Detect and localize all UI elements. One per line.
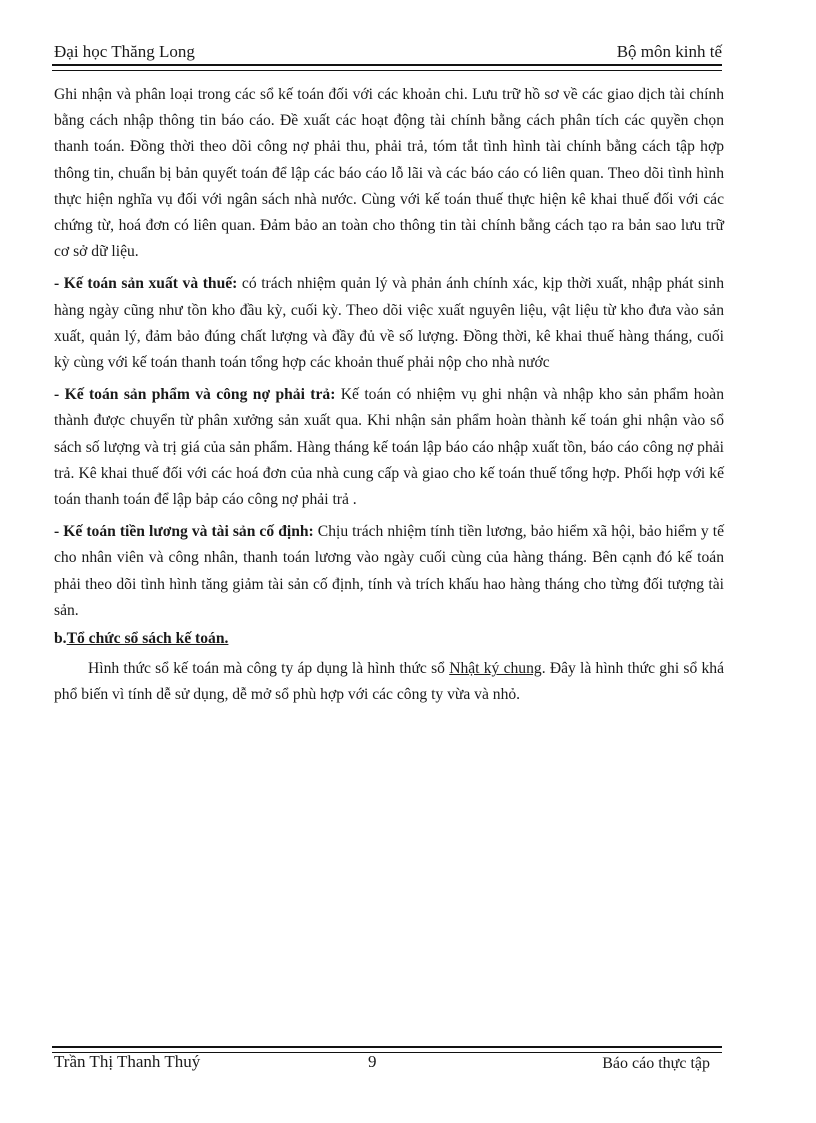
section-heading-prefix: b.	[54, 630, 67, 648]
page-number: 9	[368, 1052, 377, 1071]
footer-author: Trần Thị Thanh Thuý	[54, 1052, 201, 1071]
paragraph-production-tax	[54, 271, 724, 376]
paragraph-products-payables-text: Kế toán có nhiệm vụ ghi nhận và nhập kho sản phẩm hoàn thành được chuyển từ phân xưởng sản xuất qua. Khi nhận sản phẩm hoàn thành kế toán ghi nhận vào sổ sách số lượng và trị giá của sản phẩm. Hàng tháng kế toán lập báo cáo nhập xuất tồn, báo cáo công nợ phải trả. Kê khai thuế đối với các hoá đơn của nhà cung cấp và giao cho kế toán thuế tổng hợp. Phối hợp với kế toán thanh toán để lập bảp cáo công nợ phải trả .	[54, 386, 725, 509]
paragraph-production-tax-text: có trách nhiệm quản lý và phản ánh chính xác, kịp thời xuất, nhập phát sinh hàng ngày cũng như tồn kho đầu kỳ, cuối kỳ. Theo dõi việc xuất nguyên liệu, vật liệu từ kho đưa vào sản xuất, quản lý, đảm bảo đúng chất lượng và đầy đủ về số lượng. Đồng thời, kê khai thuế hàng tháng, cuối kỳ cùng với kế toán thanh toán tổng hợp các khoản thuế phải nộp cho nhà nước	[54, 275, 725, 372]
paragraph-production-tax-label: - Kế toán sản xuất và thuế:	[54, 275, 238, 293]
paragraph-salary-assets-text: Chịu trách nhiệm tính tiền lương, bảo hiểm xã hội, bảo hiểm y tế cho nhân viên và công nhân, thanh toán lương vào ngày cuối cùng của hàng tháng. Bên cạnh đó kế toán phải theo dõi tình hình tăng giảm tài sản cố định, tính và trích khấu hao hàng tháng cho từng đối tượng tài sản.	[54, 523, 724, 619]
section-heading	[54, 626, 724, 652]
page-footer	[52, 1050, 722, 1076]
paragraph-salary-assets	[54, 519, 724, 624]
footer-report-title: Báo cáo thực tập	[602, 1055, 710, 1072]
header-university: Đại học Thăng Long	[54, 42, 195, 61]
paragraph-bookkeeping	[54, 656, 724, 708]
page-header	[52, 38, 722, 66]
header-department: Bộ môn kinh tế	[616, 42, 722, 61]
document-body	[54, 82, 724, 715]
paragraph-bookkeeping-after: . Đây là hình thức ghi sổ khá phổ biến vì tính dễ sử dụng, dễ mở sổ phù hợp với các công ty vừa và nhỏ.	[54, 660, 725, 704]
paragraph-salary-assets-label: - Kế toán tiền lương và tài sản cố định:	[54, 523, 314, 541]
paragraph-products-payables	[54, 382, 724, 513]
section-heading-title: Tổ chức sổ sách kế toán.	[66, 630, 229, 648]
header-rule	[52, 64, 722, 71]
journal-term: Nhật ký chung	[449, 660, 542, 678]
paragraph-1: Ghi nhận và phân loại trong các sổ kế toán đối với các khoản chi. Lưu trữ hồ sơ về các giao dịch tài chính bằng cách nhập thông tin báo cáo. Đề xuất các hoạt động tài chính bằng cách phân tích các quyền chọn thanh toán. Đồng thời theo dõi công nợ phải thu, phải trả, tóm tắt tình hình tài chính bằng cách tập hợp thông tin, chuẩn bị bản quyết toán để lập các báo cáo lỗ lãi và các báo cáo có liên quan. Theo dõi tình hình thực hiện nghĩa vụ đối với ngân sách nhà nước. Cùng với kế toán thuế thực hiện kê khai thuế đối với các chứng từ, hoá đơn có liên quan. Đảm bảo an toàn cho thông tin tài chính bằng cách tạo ra bản sao lưu trữ cơ sở dữ liệu.	[54, 86, 724, 261]
paragraph-bookkeeping-before: Hình thức sổ kế toán mà công ty áp dụng là hình thức sổ	[88, 660, 450, 678]
paragraph-products-payables-label: - Kế toán sản phẩm và công nợ phải trả:	[54, 386, 336, 404]
